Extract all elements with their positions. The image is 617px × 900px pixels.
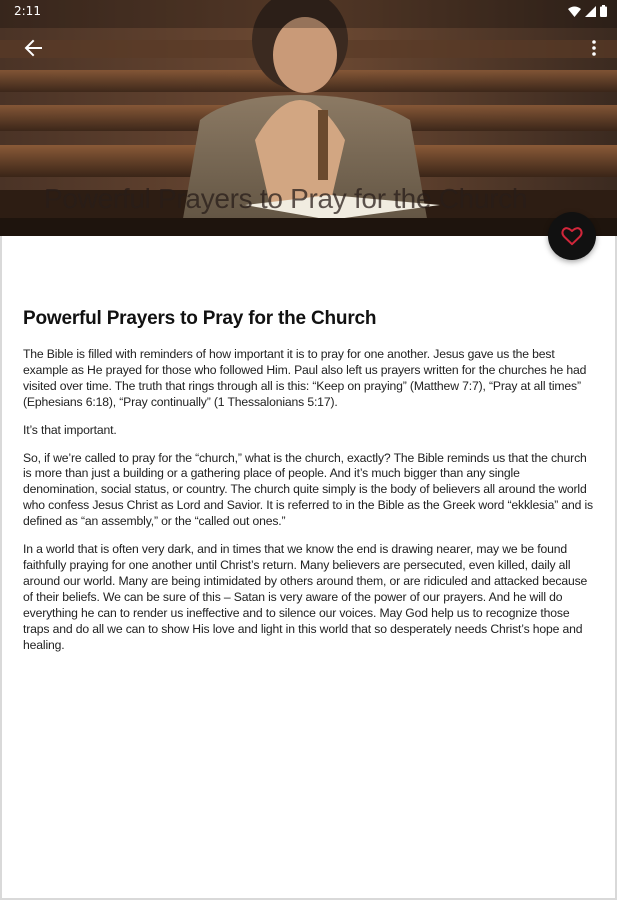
article-paragraph: The Bible is filled with reminders of how important it is to pray for one another. Jesus gave us the best example as He prayed for those who followed Him. Paul also left us prayers written for the churches he had visited over time. The truth that rings through all is this: “Keep on praying” (Matthew 7:7), “Pray at all times” (Ephesians 6:18), “Pray continually” (1 Thessalonians 5:17). bbox=[23, 347, 587, 409]
signal-icon bbox=[585, 6, 596, 17]
header-title: Powerful Prayers to Pray for the Church bbox=[44, 183, 528, 214]
status-time: 2:11 bbox=[14, 4, 41, 18]
favorite-button[interactable] bbox=[548, 212, 596, 260]
article-title: Powerful Prayers to Pray for the Church bbox=[23, 308, 377, 329]
more-options-button[interactable] bbox=[574, 28, 614, 68]
back-button[interactable] bbox=[13, 28, 53, 68]
status-bar bbox=[0, 0, 617, 22]
arrow-left-icon bbox=[24, 39, 42, 57]
article-paragraph: It’s that important. bbox=[23, 422, 117, 437]
article-paragraph: So, if we’re called to pray for the “church,” what is the church, exactly? The Bible reminds us that the church is more than just a building or a gathering place of people. And it’s much bigger than any single denomination, social status, or country. The church quite simply is the body of believers all around the world who confess Jesus Christ as Lord and Savior. It is referred to in the Bible as the Greek word “ekklesia” and is defined as “an assembly,” or the “called out ones.” bbox=[23, 450, 593, 529]
more-vert-icon bbox=[591, 39, 597, 57]
heart-outline-icon bbox=[561, 226, 583, 246]
article-content bbox=[0, 236, 617, 900]
header-image bbox=[0, 0, 617, 236]
battery-icon bbox=[600, 5, 607, 17]
article-paragraph: In a world that is often very dark, and in times that we know the end is drawing nearer, may we be found faithfully praying for one another until Christ’s return. Many believers are persecuted, even killed, daily all around our world. Many are being intimidated by others around them, or are ridiculed and attacked because of their beliefs. We can be sure of this – Satan is very aware of the power of our prayers. And he will do everything he can to render us ineffective and to silence our voices. May God help us to recognize those traps and do all we can to show His love and light in this world that so desperately needs Christ’s hope and healing. bbox=[23, 542, 588, 652]
wifi-icon bbox=[568, 6, 581, 17]
